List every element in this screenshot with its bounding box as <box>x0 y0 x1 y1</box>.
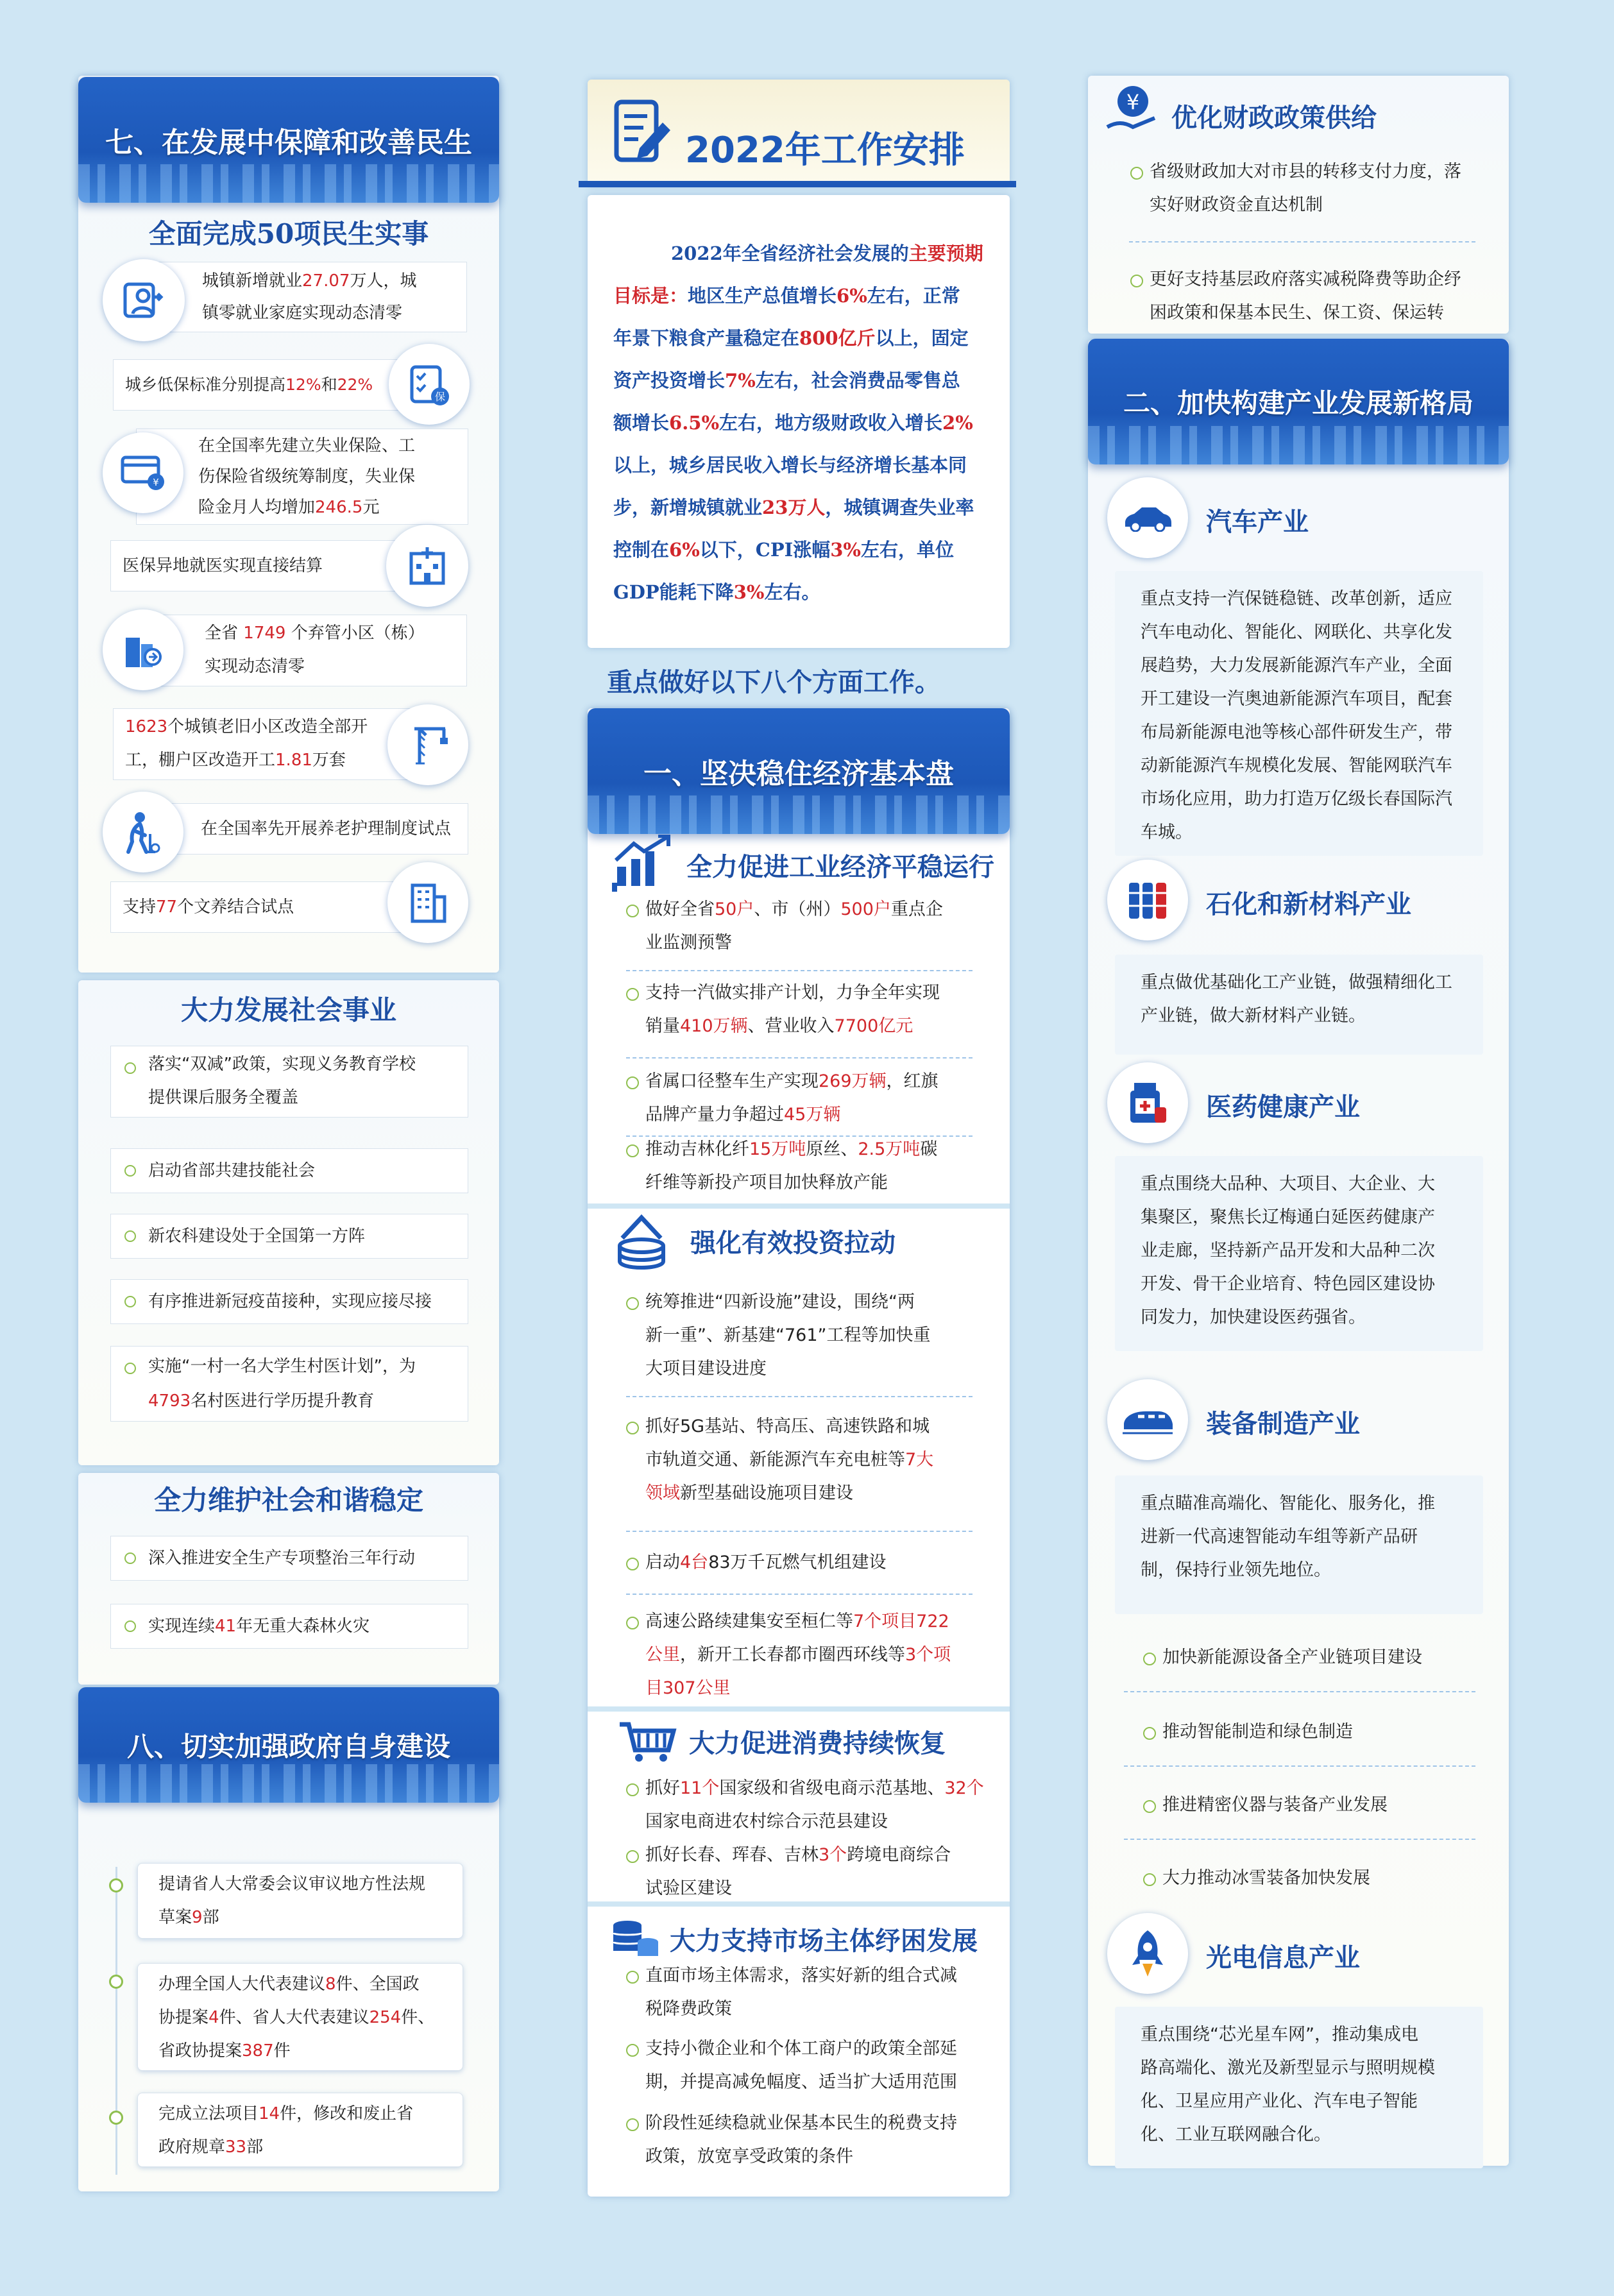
list-item-grassroots-support: 更好支持基层政府落实减税降费等助企纾 困政策和保基本民生、保工资、保运转 <box>1150 263 1496 330</box>
list-item-precision-instruments: 推进精密仪器与装备产业发展 <box>1162 1789 1483 1822</box>
list-item-chemical-fiber: 推动吉林化纤15万吨原丝、2.5万吨碳 纤维等新投产项目加快释放产能 <box>645 1133 992 1200</box>
divider <box>626 1057 973 1059</box>
industry-petrochem-text: 重点做优基础化工产业链，做强精细化工 产业链，做大新材料产业链。 <box>1115 955 1483 1055</box>
group-industry-title: 全力促进工业经济平稳运行 <box>686 852 994 882</box>
industry-equipment-text: 重点瞄准高端化、智能化、服务化，推 进新一代高速智能动车组等新产品研 制，保持行业领先地位。 <box>1115 1475 1483 1614</box>
list-item-legislation: 完成立法项目14件，修改和废止省 政府规章33部 <box>137 2093 463 2167</box>
divider <box>1124 1839 1475 1840</box>
subhead-fifty-projects: 全面完成50项民生实事 <box>148 218 429 250</box>
elderly-person-icon <box>103 792 183 872</box>
divider <box>626 1594 973 1595</box>
list-item-skills-society: 启动省部共建技能社会 <box>110 1148 468 1193</box>
list-item-abandoned-communities: 全省 1749 个弃管小区（栋） 实现动态清零 <box>146 615 467 686</box>
section-8-banner: 八、切实加强政府自身建设 <box>78 1687 499 1803</box>
medicine-bottle-icon <box>1107 1062 1188 1143</box>
hospital-icon <box>386 525 468 607</box>
list-item-5g-stations: 抓好5G基站、特高压、高速铁路和城 市轨道交通、新能源汽车充电桩等7大 领域新型基础设施项目建设 <box>645 1410 992 1510</box>
industry-optoelectronic-text: 重点围绕“芯光星车网”，推动集成电 路高端化、激光及新型显示与照明规模 化、卫星应用产业化、汽车电子智能 化、工业互联网融合化。 <box>1115 2007 1483 2168</box>
list-item-small-business-policy: 支持小微企业和个体工商户的政策全部延 期，并提高减免幅度、适当扩大适用范围 <box>645 2032 992 2099</box>
industry-auto-text: 重点支持一汽保链稳链、改革创新，适应 汽车电动化、智能化、网联化、共享化发 展趋势，大力发展新能源汽车产业，全面 开工建设一汽奥迪新能源汽车项目，配套 布局新能源电池等核心部件研发生产，带 动新能源汽车规模化发展、智能网联汽车 市场化应用，助力打造万亿级长春国际汽 车城。 <box>1115 571 1483 856</box>
document-pen-icon <box>607 95 677 174</box>
list-item-new-infrastructure: 统筹推进“四新设施”建设，围绕“两 新一重”、新基建“761”工程等加快重 大项目建设进度 <box>645 1286 992 1386</box>
list-item-cross-border-zones: 抓好长春、珲春、吉林3个跨境电商综合 试验区建设 <box>645 1839 992 1905</box>
eight-areas-heading: 重点做好以下八个方面工作。 <box>607 667 940 697</box>
svg-text:¥: ¥ <box>1126 90 1140 114</box>
group-investment-title: 强化有效投资拉动 <box>690 1228 896 1258</box>
job-seeker-icon <box>103 259 185 341</box>
yuan-hand-icon <box>1103 81 1161 137</box>
list-item-medical-insurance: 医保异地就医实现直接结算 <box>110 540 418 591</box>
list-item-old-community-renovation: 1623个城镇老旧小区改造全部开 工，棚户区改造开工1.81万套 <box>113 708 432 780</box>
list-item-gas-units: 启动4台83万千瓦燃气机组建设 <box>645 1546 992 1579</box>
list-item-transfer-payments: 省级财政加大对市县的转移支付力度，落 实好财政资金直达机制 <box>1150 155 1496 222</box>
list-item-ecommerce-bases: 抓好11个国家级和省级电商示范基地、32个 国家电商进农村综合示范县建设 <box>645 1772 992 1839</box>
fiscal-policy-title: 优化财政政策供给 <box>1171 103 1377 133</box>
high-speed-train-icon <box>1107 1379 1188 1460</box>
shopping-cart-icon <box>617 1719 679 1764</box>
page-title: 2022年工作安排 <box>685 130 965 171</box>
car-icon <box>1107 477 1188 558</box>
group-market-entities-title: 大力支持市场主体纾困发展 <box>670 1926 978 1956</box>
industry-equipment-title: 装备制造产业 <box>1206 1409 1360 1439</box>
subhead-social-causes: 大力发展社会事业 <box>180 994 396 1026</box>
divider <box>626 1396 973 1397</box>
list-item-employment: 城镇新增就业27.07万人，城 镇零就业家庭实现动态清零 <box>153 262 467 332</box>
industry-pharma-text: 重点围绕大品种、大项目、大企业、大 集聚区，聚焦长辽梅通白延医药健康产 业走廊，坚持新产品开发和大品种二次 开发、骨干企业培育、特色园区建设协 同发力，加快建设医药强省。 <box>1115 1156 1483 1351</box>
list-item-elderly-care: 在全国率先开展养老护理制度试点 <box>146 803 468 855</box>
divider <box>1129 241 1475 242</box>
coins-stack-icon <box>609 1918 661 1960</box>
coin-stack-icon <box>607 1211 676 1275</box>
section-7-banner: 七、在发展中保障和改善民生 <box>78 77 499 203</box>
timeline-line <box>115 1867 117 2175</box>
industry-petrochem-title: 石化和新材料产业 <box>1206 889 1411 919</box>
list-item-double-reduction: 落实“双减”政策，实现义务教育学校 提供课后服务全覆盖 <box>110 1046 468 1118</box>
group-consumption-title: 大力促进消费持续恢复 <box>689 1728 946 1758</box>
petrochemical-tanks-icon <box>1107 860 1188 940</box>
list-item-subsidy: 城乡低保标准分别提高12%和22% <box>113 359 427 411</box>
divider <box>626 1531 973 1532</box>
list-item-regulations: 提请省人大常委会议审议地方性法规 草案9部 <box>137 1863 463 1939</box>
divider <box>626 970 973 971</box>
list-item-smart-manufacturing: 推动智能制造和绿色制造 <box>1162 1715 1483 1749</box>
title-underline <box>579 181 1016 187</box>
card-payment-icon <box>103 432 183 513</box>
list-item-culture-elderly-pilots: 支持77个文养结合试点 <box>110 881 418 933</box>
list-item-unemployment-insurance: 在全国率先建立失业保险、工 伤保险省级统筹制度，失业保 险金月人均增加246.5元 <box>136 429 468 525</box>
insurance-checklist-icon <box>389 344 470 425</box>
economic-targets-text: 2022年全省经济社会发展的主要预期 目标是：地区生产总值增长6%左右，正常 年景下粮食产量稳定在800亿斤以上，固定 资产投资增长7%左右，社会消费品零售总 额增长6.5%左右，地方级财政收入增长2% 以上，城乡居民收入增长与经济增长基本同 步，新增城镇就业23万人，城镇调查失业率 控制在6%以下，CPI涨幅3%左右，单位 GDP能耗下降3%左右。 <box>613 242 983 603</box>
list-item-safety-rectification: 深入推进安全生产专项整治三年行动 <box>110 1536 468 1581</box>
panel-gap <box>588 1706 1010 1712</box>
list-item-vehicle-output: 省属口径整车生产实现269万辆，红旗 品牌产量力争超过45万辆 <box>645 1065 992 1132</box>
rocket-icon <box>1107 1913 1188 1994</box>
list-item-faw-production: 支持一汽做实排产计划，力争全年实现 销量410万辆、营业收入7700亿元 <box>645 976 992 1043</box>
divider <box>1124 1765 1475 1767</box>
list-item-agriculture-science: 新农科建设处于全国第一方阵 <box>110 1214 468 1259</box>
heading-tick <box>612 883 617 892</box>
section-2-banner: 二、加快构建产业发展新格局 <box>1088 339 1509 464</box>
divider <box>1124 1691 1475 1692</box>
list-item-new-energy-equipment: 加快新能源设备全产业链项目建设 <box>1162 1641 1483 1674</box>
panel-gap <box>588 1901 1010 1907</box>
svg-text:保: 保 <box>434 391 446 403</box>
panel-gap <box>588 1203 1010 1209</box>
list-item-village-doctors: 实施“一村一名大学生村医计划”，为 4793名村医进行学历提升教育 <box>110 1346 468 1422</box>
list-item-vaccination: 有序推进新冠疫苗接种，实现应接尽接 <box>110 1279 468 1324</box>
list-item-enterprise-monitoring: 做好全省50户、市（州）500户重点企 业监测预警 <box>645 893 992 960</box>
list-item-forest-fire: 实现连续41年无重大森林火灾 <box>110 1604 468 1649</box>
list-item-employment-tax-support: 阶段性延续稳就业保基本民生的税费支持 政策，放宽享受政策的条件 <box>645 2107 992 2173</box>
list-item-proposals: 办理全国人大代表建议8件、全国政 协提案4件、省人大代表建议254件、 省政协提案387件 <box>137 1963 463 2071</box>
subhead-social-harmony: 全力维护社会和谐稳定 <box>153 1484 423 1516</box>
industry-pharma-title: 医药健康产业 <box>1206 1092 1360 1122</box>
growth-chart-icon <box>612 833 674 890</box>
list-item-highways: 高速公路续建集安至桓仁等7个项目722 公里，新开工长春都市圈西环线等3个项 目307公里 <box>645 1605 992 1705</box>
building-icon <box>103 609 183 690</box>
section-1-banner: 一、坚决稳住经济基本盘 <box>588 708 1010 834</box>
svg-text:¥: ¥ <box>153 477 159 488</box>
list-item-ice-snow-equipment: 大力推动冰雪装备加快发展 <box>1162 1862 1483 1895</box>
list-item-tax-cuts: 直面市场主体需求，落实好新的组合式减 税降费政策 <box>645 1959 992 2026</box>
construction-crane-icon <box>387 704 468 785</box>
industry-optoelectronic-title: 光电信息产业 <box>1206 1943 1360 1973</box>
industry-auto-title: 汽车产业 <box>1206 507 1309 537</box>
office-building-icon <box>387 862 468 943</box>
